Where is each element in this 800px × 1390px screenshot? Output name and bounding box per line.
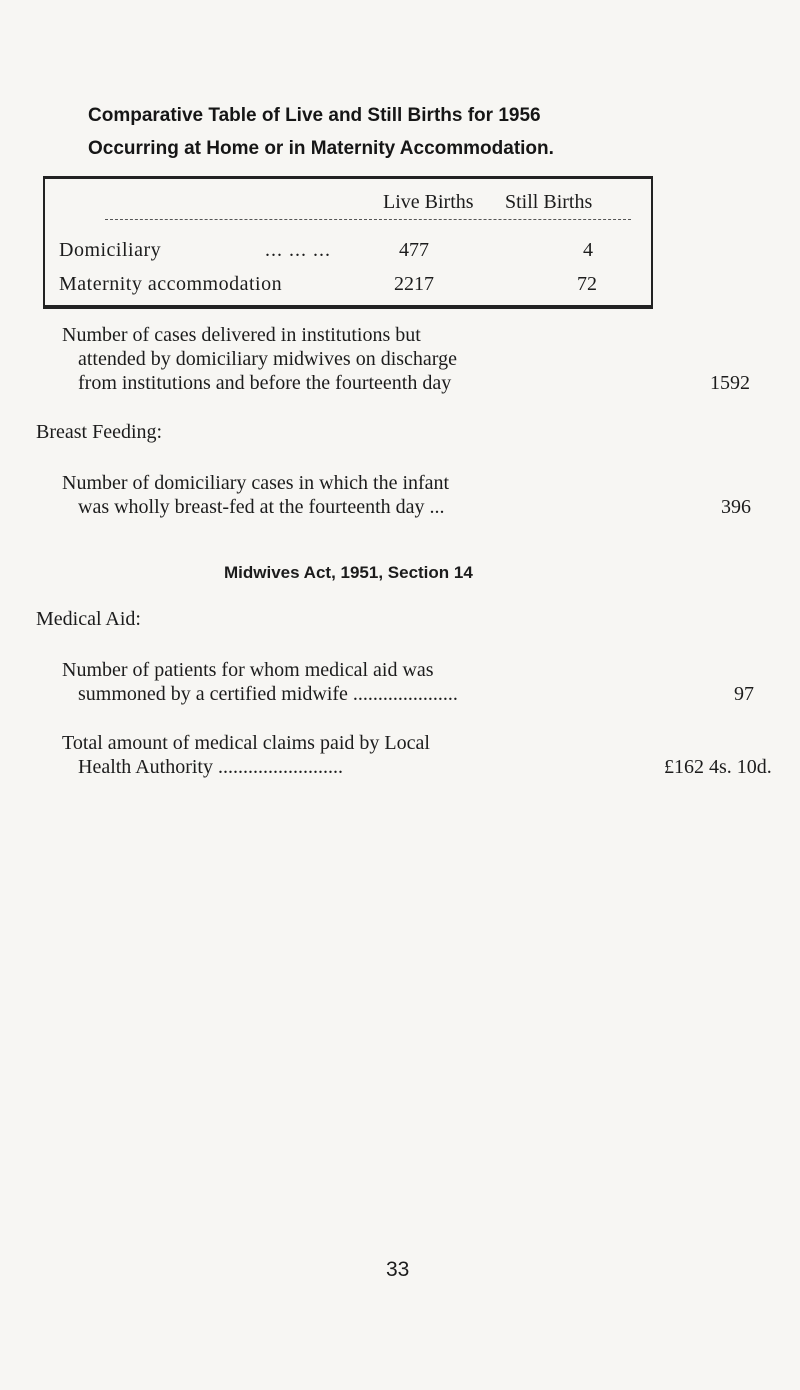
- page-title: [88, 99, 554, 165]
- medical-aid-value: 97: [734, 683, 754, 705]
- row-label-domiciliary: Domiciliary: [59, 239, 162, 261]
- cell-maternity-live: 2217: [394, 273, 434, 295]
- medical-aid-line-1: Number of patients for whom medical aid was: [62, 659, 434, 681]
- cell-domiciliary-live: 477: [399, 239, 429, 261]
- claims-value: £162 4s. 10d.: [664, 756, 772, 778]
- breast-feeding-value: 396: [721, 496, 751, 518]
- cell-maternity-still: 72: [577, 273, 597, 295]
- breast-feeding-line-1: Number of domiciliary cases in which the infant: [62, 472, 450, 494]
- leader-dots: ... ... ...: [265, 239, 331, 261]
- claims-line-1: Total amount of medical claims paid by Local: [62, 732, 430, 754]
- institutions-line-1: Number of cases delivered in institutions but: [62, 324, 421, 346]
- column-header-still-births: Still Births: [505, 191, 593, 213]
- births-table: [43, 176, 653, 309]
- title-line-1: Comparative Table of Live and Still Births for 1956: [88, 105, 541, 126]
- title-line-2: Occurring at Home or in Maternity Accommodation.: [88, 138, 554, 159]
- cell-domiciliary-still: 4: [583, 239, 593, 261]
- institutions-line-3: from institutions and before the fourteenth day: [78, 372, 452, 394]
- institutions-line-2: attended by domiciliary midwives on discharge: [78, 348, 457, 370]
- medical-aid-heading: Medical Aid:: [36, 608, 141, 630]
- breast-feeding-heading: Breast Feeding:: [36, 421, 163, 443]
- header-divider: [105, 219, 631, 220]
- column-header-live-births: Live Births: [383, 191, 474, 213]
- institutions-value: 1592: [710, 372, 750, 394]
- breast-feeding-line-2: was wholly breast-fed at the fourteenth day ...: [78, 496, 445, 518]
- section-heading-midwives-act: Midwives Act, 1951, Section 14: [224, 563, 473, 582]
- claims-line-2: Health Authority .........................: [78, 756, 343, 778]
- page-number: 33: [386, 1258, 410, 1281]
- row-label-maternity: Maternity accommodation: [59, 273, 283, 295]
- medical-aid-line-2: summoned by a certified midwife .....................: [78, 683, 458, 705]
